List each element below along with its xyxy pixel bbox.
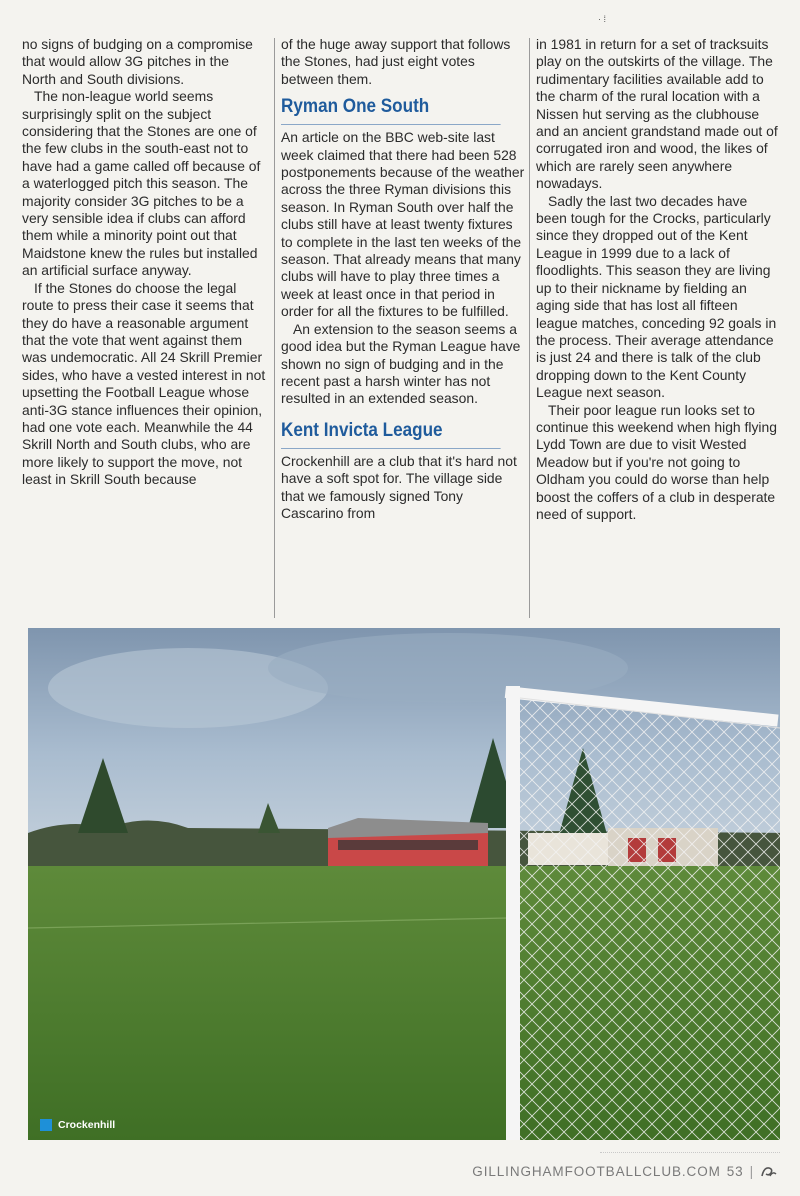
column-2 — [281, 36, 525, 621]
paragraph: An article on the BBC web-site last week claimed that there had been 528 postponements because of the weather across the three Ryman divisions this season. In Ryman South over half the clubs still have at least twenty fixtures to complete in the last ten weeks of the season. That already means that many clubs will have to play three times a week at least once in that period in order for all the fixtures to be fulfilled. — [281, 129, 525, 320]
page-footer — [472, 1164, 778, 1179]
column-divider — [529, 38, 530, 618]
paragraph: Their poor league run looks set to continue this weekend when high flying Lydd Town are due to visit Wested Meadow but if you're not going to Oldham you could do worse than help boost the coffers of a club in desperate need of support. — [536, 401, 777, 522]
article-columns — [22, 36, 780, 621]
paragraph: Crockenhill are a club that it's hard not have a soft spot for. The village side that we famously signed Tony Cascarino from — [281, 452, 517, 521]
paragraph: no signs of budging on a compromise that would allow 3G pitches in the North and South divisions. — [22, 36, 253, 87]
paragraph: If the Stones do choose the legal route to press their case it seems that they do have a reasonable argument that the vote that went against them was undemocratic. All 24 Skrill Premier sides, who have a vested interest in not upsetting the Football League whose anti-3G stance influences their opinion, had one vote each. Meanwhile the 44 Skrill North and South clubs, who are more likely to support the move, not least in Skrill South because — [22, 279, 266, 488]
paragraph: The non-league world seems surprisingly split on the subject considering that the Stones are one of the few clubs in the south-east not to have had a game called off because of a waterlogged pitch this season. The majority consider 3G pitches to be a very sensible idea if clubs can afford them while a minority point out that Maidstone knew the rules but installed an artificial surface anyway. — [22, 88, 261, 279]
footer-site-link[interactable]: GILLINGHAMFOOTBALLCLUB.COM — [472, 1164, 721, 1179]
caption-text: Crockenhill — [58, 1119, 116, 1131]
photo-caption — [40, 1119, 115, 1131]
paragraph: of the huge away support that follows the Stones, had just eight votes between them. — [281, 36, 511, 87]
club-logo-icon — [760, 1165, 778, 1179]
section-heading-kent-invicta: Kent Invicta League — [281, 420, 501, 449]
paragraph: An extension to the season seems a good idea but the Ryman League have shown no sign of budging and in the recent past a harsh winter has not resulted in an extended season. — [281, 320, 521, 407]
ground-photo-illustration — [28, 628, 780, 1140]
paragraph: in 1981 in return for a set of tracksuits play on the outskirts of the village. The rudimentary facilities available add to the charm of the rural location with a Nissen hut serving as the clubhouse and an ancient grandstand made out of corrugated iron and wood, the likes of which are rarely seen anywhere nowadays. — [536, 36, 778, 192]
column-3 — [536, 36, 780, 621]
print-speck: · ⁞ — [598, 14, 606, 24]
column-divider — [274, 38, 275, 618]
footer-dotted-rule — [600, 1152, 780, 1153]
paragraph: Sadly the last two decades have been tough for the Crocks, particularly since they dropped out of the Kent League in 1999 due to a lack of floodlights. This season they are living up to their nickname by fielding an aging side that has lost all fifteen league matches, conceding 92 goals in the process. Their average attendance is just 24 and there is talk of the club dropping down to the Kent County League next season. — [536, 192, 777, 401]
column-1 — [22, 36, 266, 621]
page-number: 53 — [726, 1164, 744, 1179]
photo-crockenhill-ground — [28, 628, 780, 1140]
section-heading-ryman: Ryman One South — [281, 96, 501, 125]
caption-square-icon — [40, 1119, 52, 1131]
footer-separator: | — [749, 1164, 754, 1179]
